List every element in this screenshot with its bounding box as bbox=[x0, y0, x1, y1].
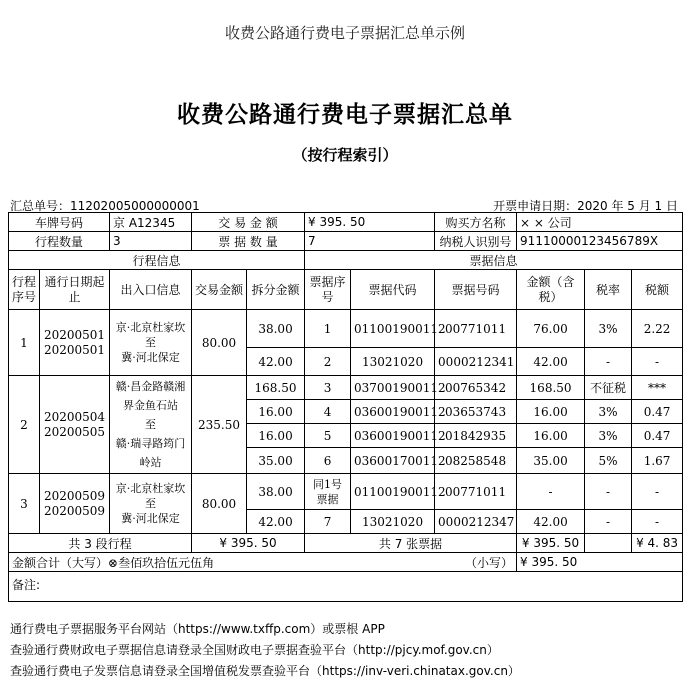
ticket-seq: 4 bbox=[305, 400, 351, 424]
grand-total-row bbox=[9, 553, 683, 572]
ticket-info-heading: 票据信息 bbox=[305, 251, 683, 270]
ticket-code: 036001900112 bbox=[351, 400, 435, 424]
ticket-rate: 3% bbox=[585, 310, 632, 348]
ticket-code: 036001900112 bbox=[351, 424, 435, 448]
col-entry-exit: 出入口信息 bbox=[110, 270, 192, 310]
ticket-rate: - bbox=[585, 474, 632, 510]
ticket-tax: - bbox=[632, 510, 683, 534]
footer-line-3: 查验通行费电子发票信息请登录全国增值税发票查验平台（https://inv-veri.chinatax.gov.cn） bbox=[10, 664, 520, 678]
ticket-amount: 42.00 bbox=[517, 510, 585, 534]
tickets-total-amount: ¥ 395. 50 bbox=[517, 534, 585, 553]
trip-date: 20200501 20200501 bbox=[40, 310, 110, 376]
ticket-tax: - bbox=[632, 474, 683, 510]
col-trip-no: 行程序号 bbox=[9, 270, 40, 310]
grand-total-lower-value: ¥ 395. 50 bbox=[517, 553, 683, 572]
ticket-seq: 同1号票据 bbox=[305, 474, 351, 510]
trip-amount: 80.00 bbox=[192, 474, 247, 534]
trip-info-heading: 行程信息 bbox=[9, 251, 305, 270]
col-tax-rate: 税率 bbox=[585, 270, 632, 310]
ticket-tax: 2.22 bbox=[632, 310, 683, 348]
ticket-number: 01842935 bbox=[435, 424, 517, 448]
split-amount: 168.50 bbox=[247, 376, 305, 400]
ticket-rate: - bbox=[585, 348, 632, 376]
ticket-number: 00771011 bbox=[435, 310, 517, 348]
trip-3-row-1 bbox=[9, 474, 683, 510]
tax-id-label: 纳税人识别号 bbox=[435, 232, 517, 251]
col-ticket-seq: 票据序号 bbox=[305, 270, 351, 310]
trip-count-value: 3 bbox=[110, 232, 192, 251]
summary-number-value: 11202005000000001 bbox=[70, 199, 200, 213]
col-split-amount: 拆分金额 bbox=[247, 270, 305, 310]
split-amount: 35.00 bbox=[247, 448, 305, 474]
column-header-row bbox=[9, 270, 683, 310]
apply-date-value: 2020 年 5 月 1 日 bbox=[577, 199, 678, 213]
ticket-amount: 16.00 bbox=[517, 400, 585, 424]
grand-total-label: 金额合计（大写） bbox=[12, 555, 109, 570]
ticket-amount: - bbox=[517, 474, 585, 510]
col-ticket-code: 票据代码 bbox=[351, 270, 435, 310]
plate-value: 京 A12345 bbox=[110, 213, 192, 232]
ticket-code: 011001900112 bbox=[351, 474, 435, 510]
trip-count-label: 行程数量 bbox=[9, 232, 110, 251]
ticket-seq: 3 bbox=[305, 376, 351, 400]
trip-amount: 80.00 bbox=[192, 310, 247, 376]
trip-no: 2 bbox=[9, 376, 40, 474]
ticket-seq: 6 bbox=[305, 448, 351, 474]
ticket-amount: 76.00 bbox=[517, 310, 585, 348]
amount-label: 交 易 金 额 bbox=[192, 213, 305, 232]
ticket-number: 08258548 bbox=[435, 448, 517, 474]
ticket-number: 00765342 bbox=[435, 376, 517, 400]
remark-label: 备注: bbox=[9, 572, 683, 602]
ticket-seq: 7 bbox=[305, 510, 351, 534]
page-caption: 收费公路通行费电子票据汇总单示例 bbox=[224, 24, 465, 42]
ticket-tax: - bbox=[632, 348, 683, 376]
split-amount: 38.00 bbox=[247, 474, 305, 510]
summary-number-label: 汇总单号： bbox=[10, 199, 71, 213]
ticket-amount: 42.00 bbox=[517, 348, 585, 376]
ticket-rate: 不征税 bbox=[585, 376, 632, 400]
grand-total-upper-value: ⊗叁佰玖拾伍元伍角 bbox=[108, 555, 215, 570]
ticket-tax: 1.67 bbox=[632, 448, 683, 474]
remark-row bbox=[9, 572, 683, 602]
col-amount-tax: 金额（含税） bbox=[517, 270, 585, 310]
trip-entry-exit: 京·北京杜家坎 至 冀·河北保定 bbox=[110, 310, 192, 376]
rate-total-empty bbox=[585, 534, 632, 553]
ticket-seq: 1 bbox=[305, 310, 351, 348]
split-amount: 42.00 bbox=[247, 348, 305, 376]
tax-id-value: 91110000123456789X bbox=[517, 232, 683, 251]
ticket-tax: 0.47 bbox=[632, 400, 683, 424]
col-date: 通行日期起止 bbox=[40, 270, 110, 310]
apply-date-label: 开票申请日期： bbox=[493, 199, 578, 213]
ticket-rate: 3% bbox=[585, 424, 632, 448]
ticket-rate: 5% bbox=[585, 448, 632, 474]
ticket-number: 0000212341 bbox=[435, 348, 517, 376]
ticket-count-value: 7 bbox=[305, 232, 435, 251]
ticket-rate: - bbox=[585, 510, 632, 534]
totals-row bbox=[9, 534, 683, 553]
plate-label: 车牌号码 bbox=[9, 213, 110, 232]
document-subtitle: （按行程索引） bbox=[292, 146, 398, 164]
ticket-amount: 16.00 bbox=[517, 424, 585, 448]
footer-line-1: 通行费电子票据服务平台网站（https://www.txffp.com）或票根 APP bbox=[10, 622, 385, 636]
ticket-number: 0000212347 bbox=[435, 510, 517, 534]
buyer-label: 购买方名称 bbox=[435, 213, 517, 232]
summary-table bbox=[8, 212, 683, 602]
ticket-code: 036001700112 bbox=[351, 448, 435, 474]
col-trans-amount: 交易金额 bbox=[192, 270, 247, 310]
trips-total-label: 共 3 段行程 bbox=[9, 534, 192, 553]
ticket-code: 011001900112 bbox=[351, 310, 435, 348]
trip-2-row-1 bbox=[9, 376, 683, 400]
trip-amount: 235.50 bbox=[192, 376, 247, 474]
ticket-seq: 5 bbox=[305, 424, 351, 448]
ticket-tax: *** bbox=[632, 376, 683, 400]
ticket-seq: 2 bbox=[305, 348, 351, 376]
ticket-code: 13021020 bbox=[351, 510, 435, 534]
split-amount: 16.00 bbox=[247, 400, 305, 424]
document-title: 收费公路通行费电子票据汇总单 bbox=[177, 102, 513, 128]
trip-1-row-1 bbox=[9, 310, 683, 348]
tickets-total-label: 共 7 张票据 bbox=[305, 534, 517, 553]
ticket-number: 00771011 bbox=[435, 474, 517, 510]
ticket-rate: 3% bbox=[585, 400, 632, 424]
col-tax: 税额 bbox=[632, 270, 683, 310]
ticket-code: 037001900112 bbox=[351, 376, 435, 400]
buyer-value: × × 公司 bbox=[517, 213, 683, 232]
trip-no: 1 bbox=[9, 310, 40, 376]
info-row-1 bbox=[9, 213, 683, 232]
split-amount: 38.00 bbox=[247, 310, 305, 348]
trip-date: 20200509 20200509 bbox=[40, 474, 110, 534]
ticket-code: 13021020 bbox=[351, 348, 435, 376]
grand-total-upper bbox=[9, 553, 517, 572]
info-row-2 bbox=[9, 232, 683, 251]
amount-value: ¥ 395. 50 bbox=[305, 213, 435, 232]
trips-total-amount: ¥ 395. 50 bbox=[192, 534, 305, 553]
ticket-number: 03653743 bbox=[435, 400, 517, 424]
section-row bbox=[9, 251, 683, 270]
ticket-amount: 35.00 bbox=[517, 448, 585, 474]
ticket-amount: 168.50 bbox=[517, 376, 585, 400]
grand-total-lower-label: （小写） bbox=[465, 555, 514, 570]
tax-total: ¥ 4. 83 bbox=[632, 534, 683, 553]
footer-line-2: 查验通行费财政电子票据信息请登录全国财政电子票据查验平台（http://pjcy.mof.gov.cn） bbox=[10, 643, 499, 657]
ticket-tax: 0.47 bbox=[632, 424, 683, 448]
trip-entry-exit: 京·北京杜家坎 至 冀·河北保定 bbox=[110, 474, 192, 534]
split-amount: 16.00 bbox=[247, 424, 305, 448]
ticket-count-label: 票 据 数 量 bbox=[192, 232, 305, 251]
split-amount: 42.00 bbox=[247, 510, 305, 534]
col-ticket-number: 票据号码 bbox=[435, 270, 517, 310]
trip-entry-exit: 赣·昌金路赣湘界金鱼石站 至 赣·瑞寻路筠门岭站 bbox=[110, 376, 192, 474]
trip-no: 3 bbox=[9, 474, 40, 534]
trip-date: 20200504 20200505 bbox=[40, 376, 110, 474]
